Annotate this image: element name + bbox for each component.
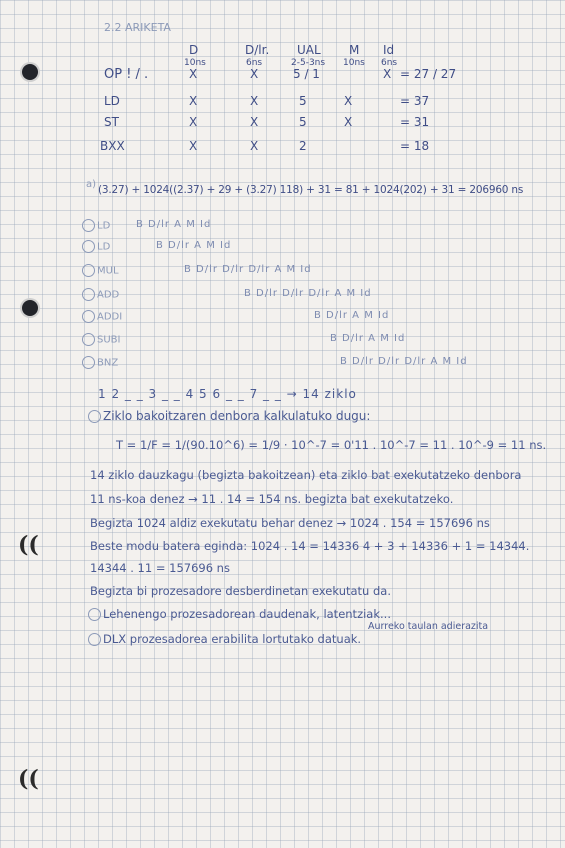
col-time-d: 10ns (184, 58, 206, 68)
answer-line: 11 ns-koa denez → 11 . 14 = 154 ns. begizta bat exekutatzeko. (90, 492, 454, 506)
question-a-formula: (3.27) + 1024((2.37) + 29 + (3.27) 118) + 31 = 81 + 1024(202) + 31 = 206960 ns (98, 184, 524, 196)
answer-line: Begizta 1024 aldiz exekutatu behar denez → 1024 . 154 = 157696 ns (90, 516, 490, 530)
step-circle (82, 356, 95, 369)
instr-stages: B D/lr A M Id (156, 240, 232, 251)
col-header-d: D (189, 43, 199, 57)
question-c-text: Lehenengo prozesadorean daudenak, latentziak... (103, 607, 391, 621)
cycle-count: 1 2 _ _ 3 _ _ 4 5 6 _ _ 7 _ _ → 14 ziklo (98, 387, 357, 401)
side-note: Aurreko taulan adierazita (368, 621, 489, 632)
page-title: 2.2 ARIKETA (104, 21, 171, 34)
step-circle (82, 310, 95, 323)
answer-line: 14 ziklo dauzkagu (begizta bakoitzean) eta ziklo bat exekutatzeko denbora (90, 468, 522, 482)
question-d-line (88, 633, 361, 646)
question-d-text: DLX prozesadorea erabilita lortutako datuak. (103, 632, 362, 646)
instr-stages: B D/lr D/lr D/lr A M Id (340, 356, 468, 367)
col-time-m: 10ns (343, 58, 365, 68)
cell-dlr: X (250, 67, 259, 81)
answer-line: 14344 . 11 = 157696 ns (90, 561, 230, 575)
cell-dlr: X (250, 94, 259, 108)
instr-label (82, 333, 120, 346)
step-circle (82, 333, 95, 346)
instr-label (82, 356, 118, 369)
question-b-intro: Ziklo bakoitzaren denbora kalkulatuko dugu: (103, 409, 371, 423)
col-time-dlr: 6ns (246, 58, 263, 68)
col-time-id: 6ns (381, 58, 398, 68)
answer-line: Begizta bi prozesadore desberdinetan exekutatu da. (90, 584, 391, 598)
col-header-dlr: D/lr. (245, 43, 270, 57)
cell-m: X (344, 94, 353, 108)
instr-stages: B D/lr A M Id (314, 310, 390, 321)
binder-hole (22, 300, 38, 316)
step-circle (82, 219, 95, 232)
cell-id: X (383, 67, 392, 81)
cell-d: X (189, 139, 198, 153)
cell-d: X (189, 94, 198, 108)
step-circle (88, 410, 101, 423)
instr-label (82, 264, 119, 277)
binder-ring: (( (18, 532, 39, 558)
col-header-id: Id (383, 43, 395, 57)
instr-name: SUBI (97, 334, 121, 346)
op-label: LD (104, 94, 120, 108)
instr-label (82, 219, 110, 232)
cell-d: X (189, 115, 198, 129)
cell-ual: 5 / 1 (293, 67, 320, 81)
step-circle (82, 264, 95, 277)
cell-d: X (189, 67, 198, 81)
step-circle (88, 608, 101, 621)
instr-stages: B D/lr D/lr D/lr A M Id (184, 264, 312, 275)
step-circle (82, 240, 95, 253)
cell-m: X (344, 115, 353, 129)
question-a-label: a) (86, 179, 97, 190)
binder-ring: (( (18, 766, 39, 792)
step-circle (88, 633, 101, 646)
col-header-m: M (349, 43, 360, 57)
instr-label (82, 288, 119, 301)
question-c-line (88, 608, 391, 621)
cell-ual: 2 (299, 139, 307, 153)
binder-hole (22, 64, 38, 80)
op-label: ST (104, 115, 119, 129)
instr-stages: B D/lr A M Id (136, 219, 212, 230)
op-label: BXX (100, 139, 125, 153)
step-circle (82, 288, 95, 301)
question-b-label (88, 410, 370, 423)
cell-dlr: X (250, 139, 259, 153)
instr-name: LD (97, 241, 111, 253)
col-header-ual: UAL (297, 43, 321, 57)
row-total: = 31 (400, 115, 430, 129)
instr-label (82, 240, 110, 253)
row-total: = 37 (400, 94, 430, 108)
instr-name: LD (97, 220, 111, 232)
period-formula: T = 1/F = 1/(90.10^6) = 1/9 · 10^-7 = 0'11 . 10^-7 = 11 . 10^-9 = 11 ns. (116, 438, 547, 452)
op-label: OP ! / . (104, 67, 149, 82)
col-time-ual: 2-5-3ns (291, 58, 326, 68)
instr-label (82, 310, 122, 323)
instr-stages: B D/lr D/lr D/lr A M Id (244, 288, 372, 299)
instr-name: BNZ (97, 357, 119, 369)
instr-name: ADDI (97, 311, 123, 323)
instr-name: ADD (97, 289, 120, 301)
answer-line: Beste modu batera eginda: 1024 . 14 = 14336 4 + 3 + 14336 + 1 = 14344. (90, 539, 530, 553)
cell-ual: 5 (299, 115, 307, 129)
row-total: = 18 (400, 139, 430, 153)
instr-stages: B D/lr A M Id (330, 333, 406, 344)
row-total: = 27 / 27 (400, 67, 457, 81)
instr-name: MUL (97, 265, 119, 277)
cell-ual: 5 (299, 94, 307, 108)
cell-dlr: X (250, 115, 259, 129)
